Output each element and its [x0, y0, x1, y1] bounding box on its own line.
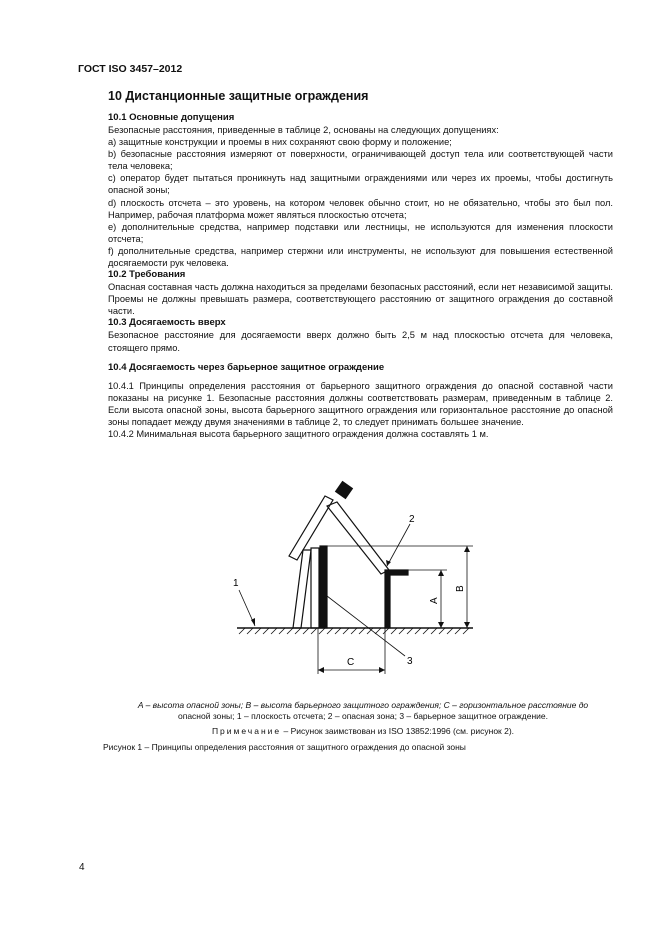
figure-legend [103, 700, 623, 737]
person-head [336, 482, 353, 499]
legend-line: опасной зоны; 1 – плоскость отсчета; 2 – опасная зона; 3 – барьерное защитное ограждение. [178, 711, 548, 721]
paragraph: Опасная составная часть должна находиться за пределами безопасных расстояний, если нет независимой защиты. Проемы не должны превышать размера, соответствующего расстоянию от защитного ограждения до составной части. [108, 282, 613, 317]
subsection-heading: 10.4 Досягаемость через барьерное защитное ограждение [108, 361, 385, 373]
label-a: A [429, 597, 440, 604]
list-item-d: d) плоскость отсчета – это уровень, на котором человек обычно стоит, но не обязательно, чтобы это был пол. Например, рабочая платформа может являться плоскостью отсчета; [108, 197, 613, 220]
paragraph: 10.4.1 Принципы определения расстояния от барьерного защитного ограждения до опасной составной части показаны на рисунке 1. Безопасные расстояния должны соответствовать размерам, приведенным в таблице 2. Если высота опасной зоны, высота барьерного защитного ограждения или горизонтальное расстояние до опасной зоны попадает между двумя значениями в таблице 2, то следует принимать большее значение. [108, 380, 613, 427]
label-1: 1 [233, 578, 239, 589]
label-2: 2 [409, 514, 415, 525]
person-leg-back [293, 550, 311, 628]
list-item-a: а) защитные конструкции и проемы в них сохраняют свою форму и положение; [108, 137, 452, 148]
list-item-c: c) оператор будет пытаться проникнуть над защитными ограждениями или через их проемы, чтобы достигнуть опасной зоны; [108, 173, 613, 196]
hazard-zone [385, 570, 408, 628]
list-item-f: f) дополнительные средства, например стержни или инструменты, не используют для повышения естественной досягаемости рук человека. [108, 245, 613, 269]
label-b: B [455, 585, 466, 592]
figure-note [103, 726, 623, 737]
figure-1-diagram [225, 478, 485, 678]
list-item-e: e) дополнительные средства, например подставки или лестницы, не используются для изменения плоскости отсчета; [108, 221, 613, 244]
paragraph: Безопасные расстояния, приведенные в таблице 2, основаны на следующих допущениях: [108, 125, 499, 135]
note-text: – Рисунок заимствован из ISO 13852:1996 (см. рисунок 2). [281, 726, 515, 736]
subsection-heading: 10.2 Требования [108, 269, 186, 281]
figure-caption: Рисунок 1 – Принципы определения расстояния от защитного ограждения до опасной зоны [103, 742, 466, 752]
section-title: 10 Дистанционные защитные ограждения [108, 89, 369, 103]
barrier-guard [320, 546, 327, 628]
section-10-1 [108, 112, 613, 440]
document-header: ГОСТ ISO 3457–2012 [78, 63, 183, 75]
note-label: Примечание [211, 726, 282, 736]
subsection-heading: 10.3 Досягаемость вверх [108, 317, 226, 329]
label-3: 3 [407, 656, 413, 667]
paragraph: Безопасное расстояние для досягаемости вверх должно быть 2,5 м над плоскостью отсчета для человека, стоящего прямо. [108, 330, 613, 353]
page-number: 4 [79, 862, 85, 873]
person-arm [327, 502, 389, 574]
list-item-b: b) безопасные расстояния измеряют от поверхности, ограничивающей доступ тела или соответствующей части тела человека; [108, 149, 613, 172]
label-c: C [347, 657, 355, 668]
subsection-heading: 10.1 Основные допущения [108, 112, 235, 123]
person-leg-front [311, 548, 319, 628]
legend-line: A – высота опасной зоны; B – высота барьерного защитного ограждения; C – горизонтальное расстояние до [137, 700, 589, 710]
ground-hatching [239, 628, 469, 634]
paragraph: 10.4.2 Минимальная высота барьерного защитного ограждения должна составлять 1 м. [108, 428, 489, 439]
